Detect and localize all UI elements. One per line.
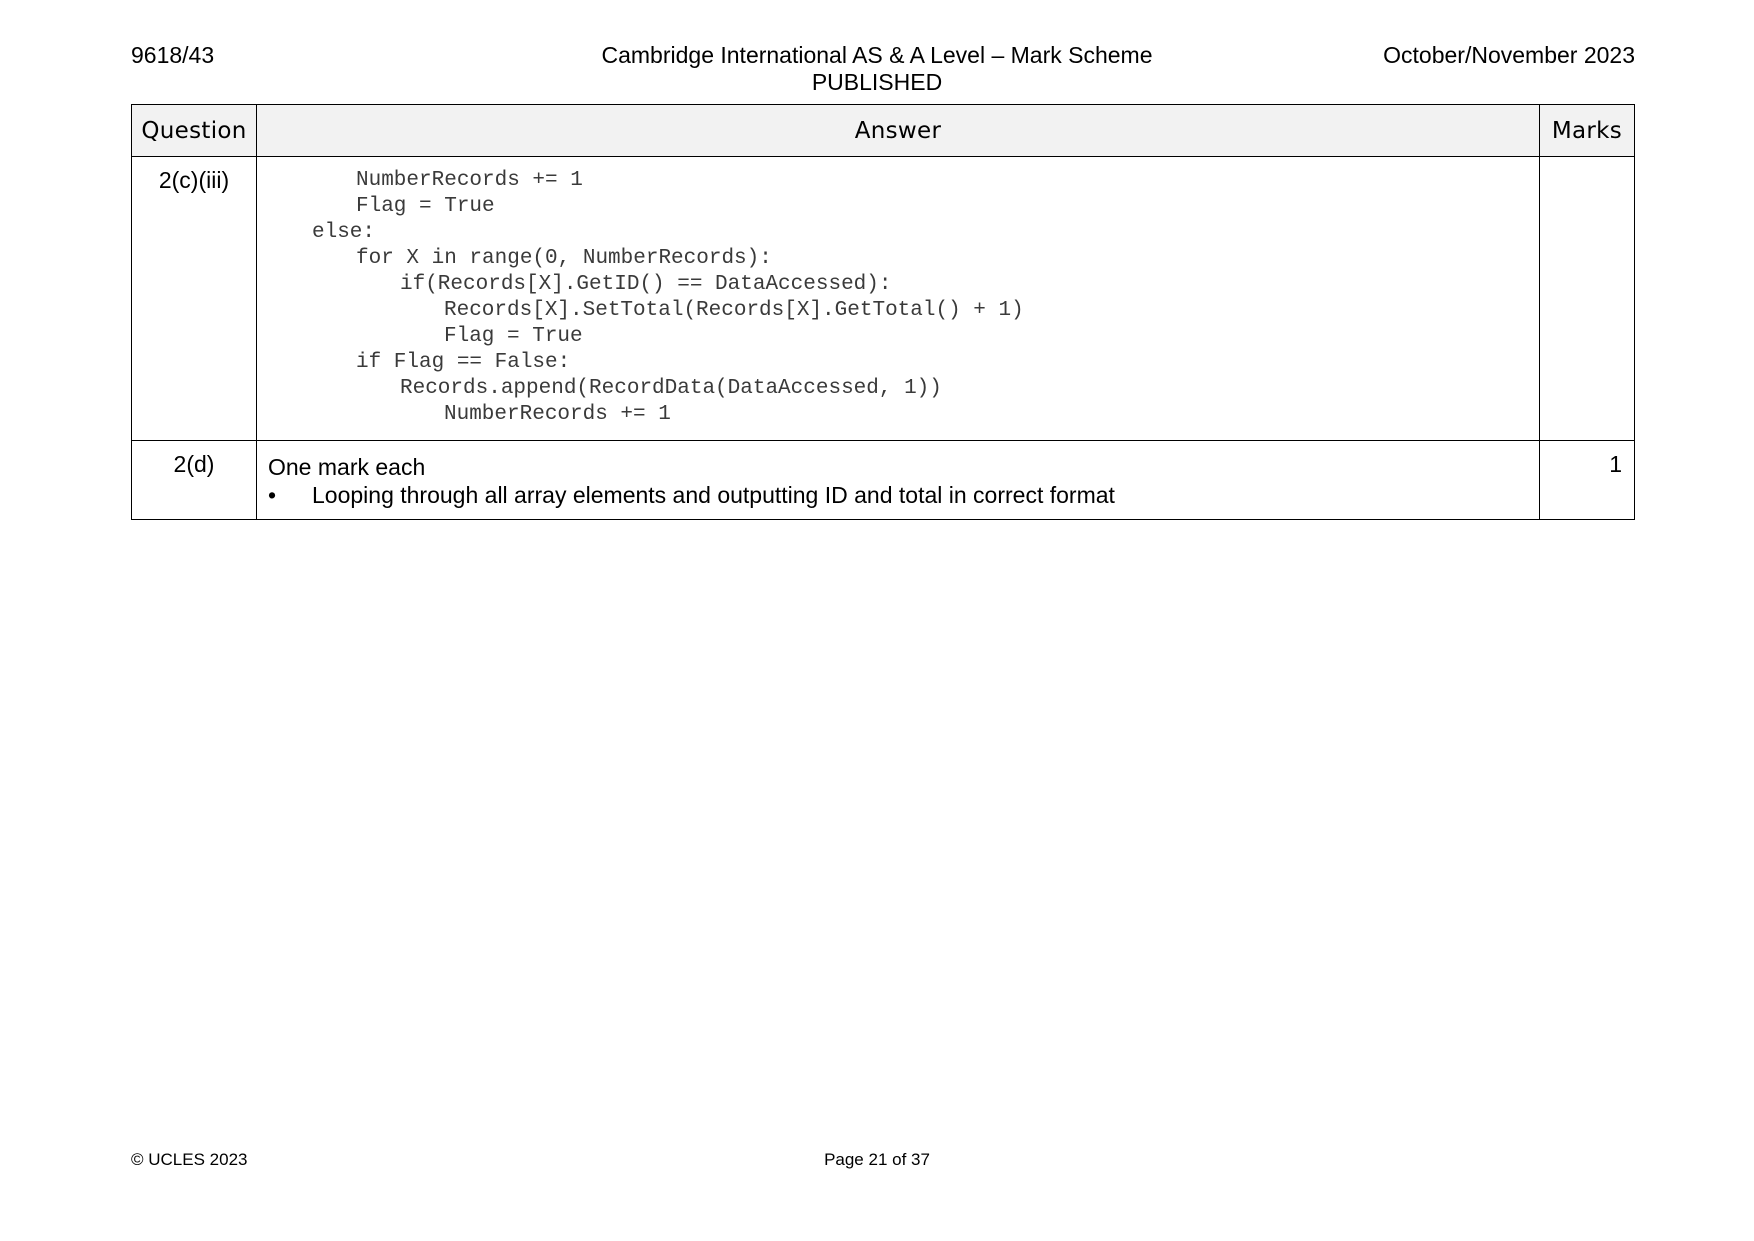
question-column-header: Question [132, 105, 257, 157]
document-title: Cambridge International AS & A Level – Mark Scheme [601, 42, 1153, 68]
question-number: 2(d) [132, 441, 257, 520]
table-row [132, 441, 1635, 520]
code-line: NumberRecords += 1 [356, 169, 583, 192]
code-line: Flag = True [444, 325, 583, 348]
bullet-text: Looping through all array elements and outputting ID and total in correct format [312, 482, 1115, 508]
code-line: if(Records[X].GetID() == DataAccessed): [400, 273, 892, 296]
answer-cell [257, 441, 1540, 520]
code-line: Records[X].SetTotal(Records[X].GetTotal() + 1) [444, 299, 1024, 322]
page-number: Page 21 of 37 [824, 1150, 930, 1169]
marks-cell: 1 [1540, 441, 1635, 520]
code-line: NumberRecords += 1 [444, 403, 671, 426]
table-row [132, 157, 1635, 441]
answer-intro: One mark each [268, 454, 426, 480]
answer-cell [257, 157, 1540, 441]
table-header-row [132, 105, 1635, 157]
bullet-icon: • [268, 482, 277, 508]
marks-column-header: Marks [1540, 105, 1635, 157]
code-line: else: [312, 221, 376, 244]
code-block [268, 167, 1529, 432]
bullet-point [268, 481, 1529, 509]
marks-cell [1540, 157, 1635, 441]
code-line: Flag = True [356, 195, 495, 218]
exam-session: October/November 2023 [1383, 42, 1635, 68]
answer-column-header: Answer [257, 105, 1540, 157]
code-line: if Flag == False: [356, 351, 571, 374]
paper-code: 9618/43 [131, 42, 215, 68]
published-label: PUBLISHED [811, 69, 943, 95]
question-number: 2(c)(iii) [132, 157, 257, 441]
code-line: Records.append(RecordData(DataAccessed, 1)) [400, 377, 942, 400]
copyright: © UCLES 2023 [131, 1150, 248, 1169]
code-line: for X in range(0, NumberRecords): [356, 247, 772, 270]
mark-scheme-table [131, 104, 1635, 520]
